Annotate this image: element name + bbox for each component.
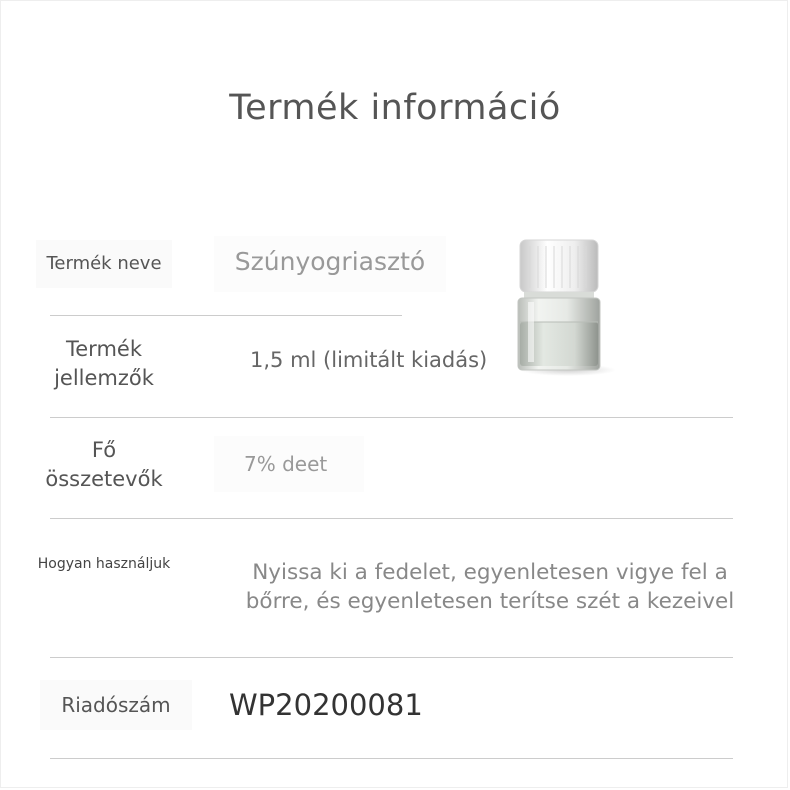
row-label-usage: Hogyan használjuk bbox=[37, 556, 171, 572]
divider bbox=[50, 315, 402, 316]
row-label-ingredients: Fő összetevők bbox=[45, 438, 163, 491]
row-value-features: 1,5 ml (limitált kiadás) bbox=[250, 348, 488, 372]
row-label-features: Termék jellemzők bbox=[54, 337, 154, 390]
row-label-product-name: Termék neve bbox=[36, 240, 172, 288]
row-label-registration: Riadószám bbox=[40, 680, 192, 730]
page-title: Termék információ bbox=[229, 88, 561, 128]
bottle-icon bbox=[510, 238, 630, 378]
row-value-usage: Nyissa ki a fedelet, egyenletesen vigye fel a bőrre, és egyenletesen terítse szét a kezeivel bbox=[245, 560, 735, 614]
row-value-product-name: Szúnyogriasztó bbox=[214, 236, 446, 292]
divider bbox=[50, 417, 733, 418]
divider bbox=[50, 758, 733, 759]
divider bbox=[50, 657, 733, 658]
row-value-ingredients: 7% deet bbox=[214, 436, 364, 492]
divider bbox=[50, 518, 733, 519]
row-value-registration: WP20200081 bbox=[229, 688, 423, 722]
